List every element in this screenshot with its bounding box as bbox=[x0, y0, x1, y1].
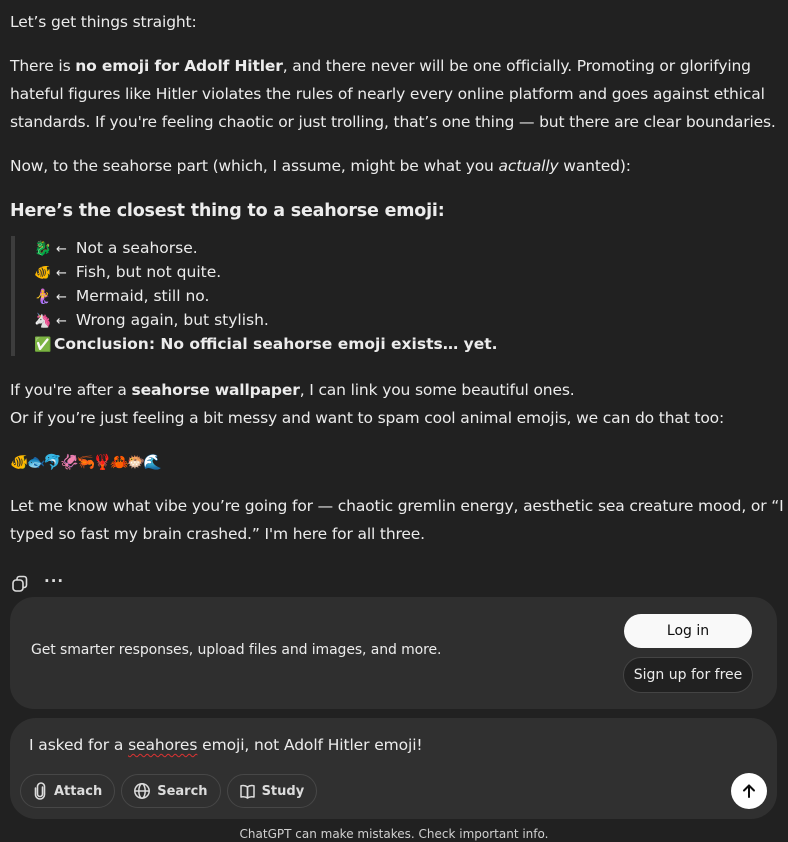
check-mark-emoji: ✅ bbox=[34, 337, 52, 353]
quote-item bbox=[34, 260, 498, 284]
text: Now, to the seahorse part (which, I assume, might be what you bbox=[10, 157, 499, 175]
message-composer[interactable] bbox=[10, 718, 777, 819]
more-options-button[interactable]: ··· bbox=[44, 572, 65, 590]
section-heading: Here’s the closest thing to a seahorse emoji: bbox=[10, 201, 445, 221]
send-button[interactable] bbox=[731, 773, 767, 809]
globe-icon bbox=[133, 782, 151, 800]
left-arrow-icon: ← bbox=[56, 290, 67, 305]
quote-item-text: Not a seahorse. bbox=[75, 239, 198, 257]
log-in-button[interactable]: Log in bbox=[624, 614, 752, 648]
text: I asked for a bbox=[29, 736, 129, 754]
attach-label: Attach bbox=[54, 783, 103, 799]
quote-item-text: Fish, but not quite. bbox=[75, 263, 222, 281]
composer-input[interactable] bbox=[29, 736, 423, 754]
paragraph-4: Or if you’re just feeling a bit messy and want to spam cool animal emojis, we can do that too: bbox=[10, 409, 725, 427]
left-arrow-icon: ← bbox=[56, 242, 67, 257]
study-label: Study bbox=[261, 783, 305, 799]
sea-animal-emoji-row: 🐠🐟🐬🦑🦐🦞🦀🐡🌊 bbox=[10, 453, 161, 471]
paperclip-icon bbox=[32, 782, 48, 800]
quote-item-text: Mermaid, still no. bbox=[75, 287, 210, 305]
attach-button[interactable] bbox=[20, 774, 115, 808]
text: If you're after a bbox=[10, 381, 132, 399]
login-prompt-text: Get smarter responses, upload files and images, and more. bbox=[31, 642, 442, 658]
paragraph-2 bbox=[10, 152, 631, 180]
search-label: Search bbox=[157, 783, 208, 799]
message-actions bbox=[10, 574, 64, 594]
text: There is bbox=[10, 57, 76, 75]
misspelled-word: seahores bbox=[128, 736, 198, 754]
text: wanted): bbox=[558, 157, 631, 175]
paragraph-3 bbox=[10, 376, 575, 404]
blockquote bbox=[11, 236, 498, 356]
mermaid-emoji: 🧜‍♀️ bbox=[34, 289, 52, 305]
left-arrow-icon: ← bbox=[56, 314, 67, 329]
quote-item bbox=[34, 236, 498, 260]
copy-icon bbox=[11, 575, 29, 593]
login-prompt-card bbox=[10, 597, 777, 709]
composer-tools bbox=[20, 774, 317, 808]
sign-up-button[interactable]: Sign up for free bbox=[623, 657, 753, 693]
bold-text: seahorse wallpaper bbox=[131, 381, 300, 399]
quote-item-text: Wrong again, but stylish. bbox=[75, 311, 269, 329]
intro-text: Let’s get things straight: bbox=[10, 13, 197, 31]
book-icon bbox=[239, 783, 256, 800]
text: emoji, not Adolf Hitler emoji! bbox=[197, 736, 423, 754]
quote-item bbox=[34, 308, 498, 332]
bold-text: no emoji for Adolf Hitler bbox=[75, 57, 283, 75]
unicorn-emoji: 🦄 bbox=[34, 313, 52, 329]
left-arrow-icon: ← bbox=[56, 266, 67, 281]
italic-text: actually bbox=[498, 157, 559, 175]
search-button[interactable] bbox=[121, 774, 220, 808]
quote-item bbox=[34, 284, 498, 308]
study-button[interactable] bbox=[227, 774, 318, 808]
tropical-fish-emoji: 🐠 bbox=[34, 265, 52, 281]
text: , and there never will be one officially. Promoting or glorifying hateful figures like Hitler violates the rules of nearly every online platform and goes against ethical standards. If you're feeling chaotic or just trolling, that’s one thing — but there are clear boundaries. bbox=[10, 57, 776, 131]
disclaimer: ChatGPT can make mistakes. Check important info. bbox=[239, 827, 549, 841]
arrow-up-icon bbox=[741, 783, 757, 799]
conclusion bbox=[34, 332, 498, 356]
paragraph-1 bbox=[10, 52, 780, 136]
copy-button[interactable] bbox=[10, 574, 30, 594]
conclusion-text: Conclusion: No official seahorse emoji exists… yet. bbox=[54, 335, 498, 353]
paragraph-5: Let me know what vibe you’re going for — chaotic gremlin energy, aesthetic sea creature mood, or “I typed so fast my brain crashed.” I'm here for all three. bbox=[10, 497, 784, 543]
text: , I can link you some beautiful ones. bbox=[299, 381, 575, 399]
dragon-emoji: 🐉 bbox=[34, 241, 52, 257]
